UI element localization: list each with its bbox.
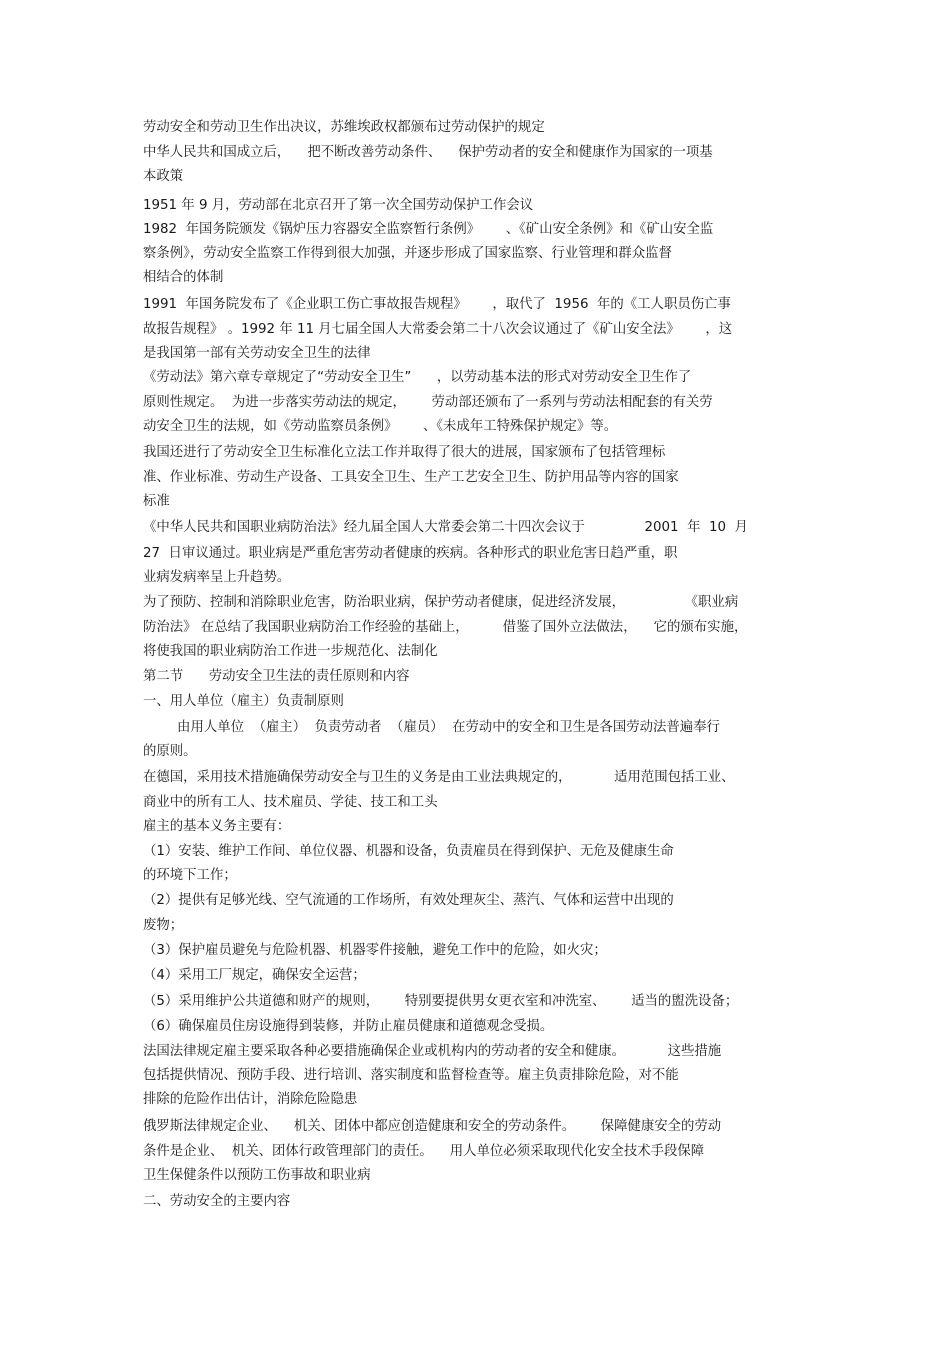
text-line: 防治法》 在总结了我国职业病防治工作经验的基础上， 借鉴了国外立法做法， 它的颁布实施， xyxy=(143,620,748,635)
text-line: 《劳动法》第六章专章规定了“劳动安全卫生” ，以劳动基本法的形式对劳动安全卫生作了 xyxy=(143,370,692,385)
text-line: 相结合的体制 xyxy=(143,270,224,285)
text-line: 1951 年 9 月，劳动部在北京召开了第一次全国劳动保护工作会议 xyxy=(143,198,534,213)
text-line: 是我国第一部有关劳动安全卫生的法律 xyxy=(143,346,371,361)
list-item: （6）确保雇员住房设施得到装修，并防止雇员健康和道德观念受损。 xyxy=(143,1019,554,1034)
subsection-heading: 二、劳动安全的主要内容 xyxy=(143,1194,291,1209)
list-item: （3）保护雇员避免与危险机器、机器零件接触，避免工作中的危险，如火灾； xyxy=(143,943,607,958)
text-line: 中华人民共和国成立后， 把不断改善劳动条件、 保护劳动者的安全和健康作为国家的一项基 xyxy=(143,145,713,160)
text-line: 1982 年国务院颁发《锅炉压力容器安全监察暂行条例》 、《矿山安全条例》和《矿山安全监 xyxy=(143,222,714,237)
text-line: 将使我国的职业病防治工作进一步规范化、法制化 xyxy=(143,644,438,659)
list-item: 的环境下工作； xyxy=(143,868,237,883)
text-line: 本政策 xyxy=(143,169,184,184)
list-item: （2）提供有足够光线、空气流通的工作场所，有效处理灰尘、蒸汽、气体和运营中出现的 xyxy=(143,893,674,908)
text-line: 的原则。 xyxy=(143,744,197,759)
list-item: 废物； xyxy=(143,918,184,933)
text-line: 劳动安全和劳动卫生作出决议，苏维埃政权都颁布过劳动保护的规定 xyxy=(143,120,545,135)
subsection-heading: 一、用人单位（雇主）负责制原则 xyxy=(143,694,344,709)
list-item: （4）采用工厂规定，确保安全运营； xyxy=(143,968,366,983)
section-heading: 第二节 劳动安全卫生法的责任原则和内容 xyxy=(143,669,410,684)
text-line: 法国法律规定雇主要采取各种必要措施确保企业或机构内的劳动者的安全和健康。 这些措施 xyxy=(143,1044,722,1059)
text-line: 动安全卫生的法规，如《劳动监察员条例》 、《未成年工特殊保护规定》等。 xyxy=(143,419,618,434)
list-item: （5）采用维护公共道德和财产的规则， 特别要提供男女更衣室和冲洗室、 适当的盥洗设备； xyxy=(143,994,739,1009)
text-line: 由用人单位 （雇主） 负责劳动者 （雇员） 在劳动中的安全和卫生是各国劳动法普遍奉行 xyxy=(143,720,720,735)
text-line: 1991 年国务院发布了《企业职工伤亡事故报告规程》 ，取代了 1956 年的《工人职员伤亡事 xyxy=(143,297,731,312)
text-line: 商业中的所有工人、技术雇员、学徒、技工和工头 xyxy=(143,795,438,810)
text-line: 我国还进行了劳动安全卫生标准化立法工作并取得了很大的进展，国家颁布了包括管理标 xyxy=(143,445,666,460)
text-line: 排除的危险作出估计，消除危险隐患 xyxy=(143,1092,358,1107)
text-line: 准、作业标准、劳动生产设备、工具安全卫生、生产工艺安全卫生、防护用品等内容的国家 xyxy=(143,470,679,485)
text-line: 27 日审议通过。职业病是严重危害劳动者健康的疾病。各种形式的职业危害日趋严重，职 xyxy=(143,546,678,561)
text-line: 俄罗斯法律规定企业、 机关、团体中都应创造健康和安全的劳动条件。 保障健康安全的劳动 xyxy=(143,1119,722,1134)
text-line: 包括提供情况、预防手段、进行培训、落实制度和监督检查等。雇主负责排除危险，对不能 xyxy=(143,1068,679,1083)
text-line: 故报告规程》 。1992 年 11 月七届全国人大常委会第二十八次会议通过了《矿山安全法》 ，这 xyxy=(143,322,733,337)
text-line: 卫生保健条件以预防工伤事故和职业病 xyxy=(143,1168,371,1183)
text-line: 为了预防、控制和消除职业危害，防治职业病，保护劳动者健康，促进经济发展， 《职业病 xyxy=(143,595,739,610)
list-item: （1）安装、维护工作间、单位仪器、机器和设备，负责雇员在得到保护、无危及健康生命 xyxy=(143,844,674,859)
text-line: 标准 xyxy=(143,494,170,509)
text-line: 《中华人民共和国职业病防治法》经九届全国人大常委会第二十四次会议于 2001 年 10 月 xyxy=(143,520,748,535)
text-line: 在德国，采用技术措施确保劳动安全与卫生的义务是由工业法典规定的， 适用范围包括工业、 xyxy=(143,770,735,785)
text-line: 业病发病率呈上升趋势。 xyxy=(143,570,291,585)
text-line: 条件是企业、 机关、团体行政管理部门的责任。 用人单位必须采取现代化安全技术手段保障 xyxy=(143,1144,705,1159)
text-line: 察条例》，劳动安全监察工作得到很大加强，并逐步形成了国家监察、行业管理和群众监督 xyxy=(143,246,672,261)
text-line: 原则性规定。 为进一步落实劳动法的规定， 劳动部还颁布了一系列与劳动法相配套的有关劳 xyxy=(143,395,713,410)
text-line: 雇主的基本义务主要有： xyxy=(143,819,291,834)
